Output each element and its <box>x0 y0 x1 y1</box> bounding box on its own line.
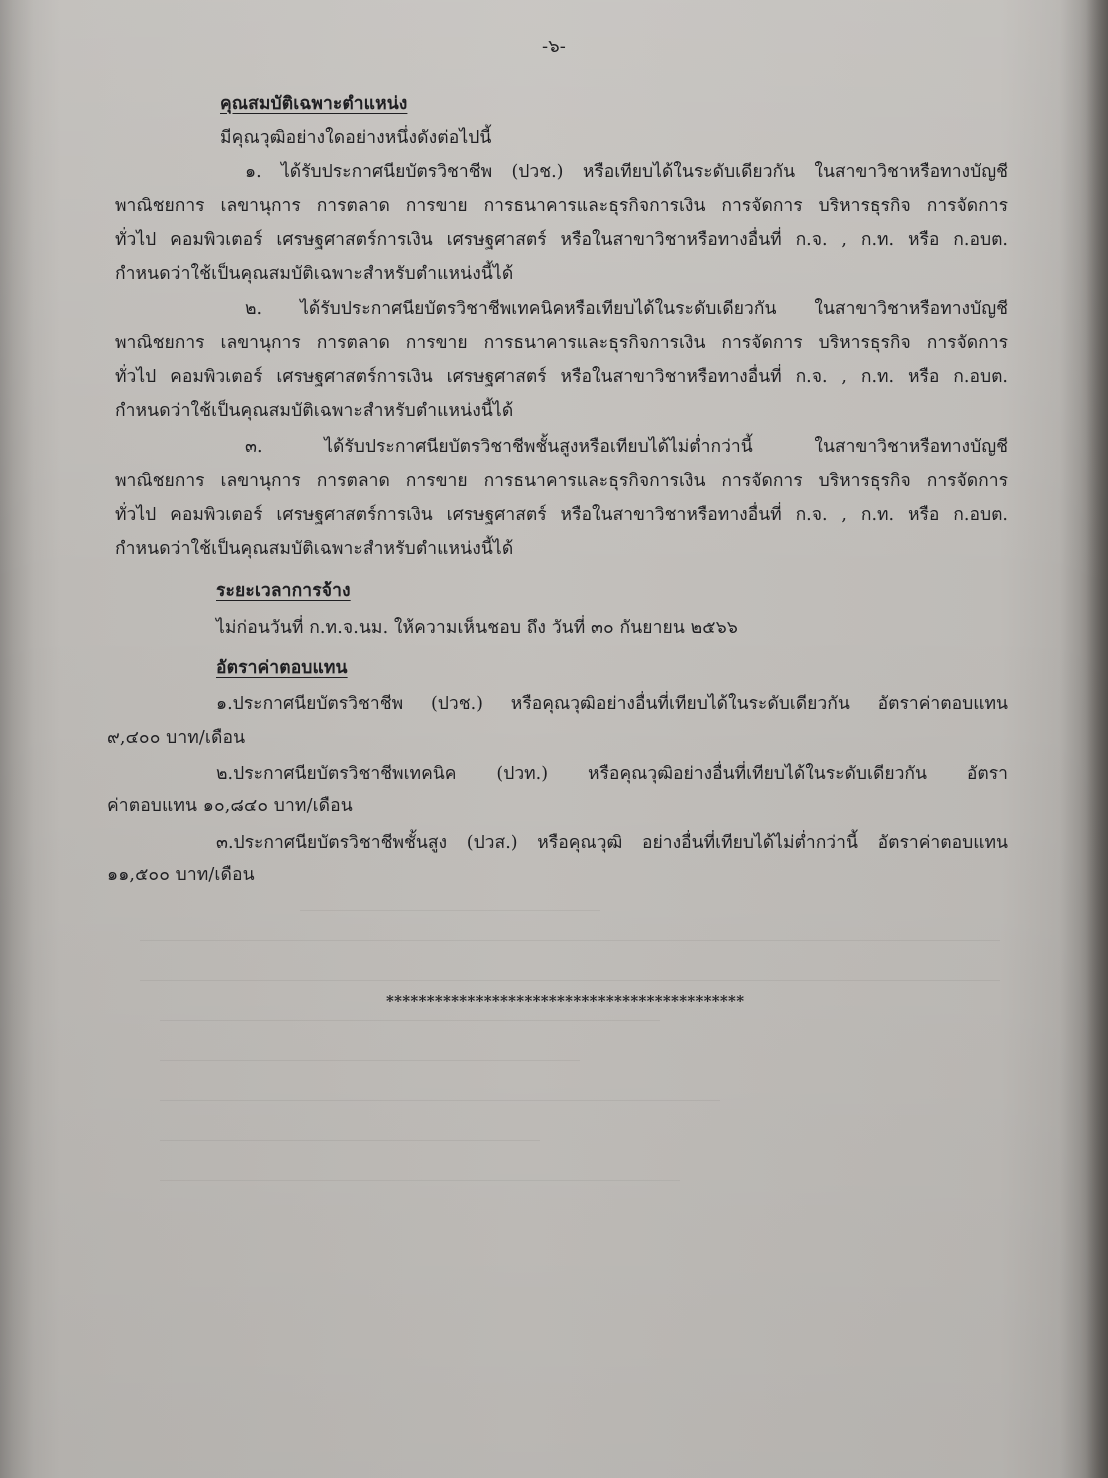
bleed-through-texture <box>120 900 1020 1240</box>
qualification-1-line-4: กำหนดว่าใช้เป็นคุณสมบัติเฉพาะสำหรับตำแหน่งนี้ได้ <box>115 264 514 284</box>
qualification-2-line-1: ๒. ได้รับประกาศนียบัตรวิชาชีพเทคนิคหรือเทียบได้ในระดับเดียวกัน ในสาขาวิชาหรือทางบัญชี <box>245 299 1008 319</box>
qualification-2-line-2: พาณิชยการ เลขานุการ การตลาด การขาย การธนาคารและธุรกิจการเงิน การจัดการ บริหารธุรกิจ การจัดการ <box>115 333 1008 353</box>
compensation-1-line-1: ๑.ประกาศนียบัตรวิชาชีพ (ปวช.) หรือคุณวุฒิอย่างอื่นที่เทียบได้ในระดับเดียวกัน อัตราค่าตอบแทน <box>216 694 1008 714</box>
qualifications-intro: มีคุณวุฒิอย่างใดอย่างหนึ่งดังต่อไปนี้ <box>220 128 492 148</box>
qualification-3-line-4: กำหนดว่าใช้เป็นคุณสมบัติเฉพาะสำหรับตำแหน่งนี้ได้ <box>115 539 514 559</box>
qualification-3-line-3: ทั่วไป คอมพิวเตอร์ เศรษฐศาสตร์การเงิน เศรษฐศาสตร์ หรือในสาขาวิชาหรือทางอื่นที่ ก.จ. , ก.ท. หรือ ก.อบต. <box>115 505 1008 525</box>
compensation-2-line-1: ๒.ประกาศนียบัตรวิชาชีพเทคนิค (ปวท.) หรือคุณวุฒิอย่างอื่นที่เทียบได้ในระดับเดียวกัน อัตรา <box>216 764 1008 784</box>
qualification-2-line-3: ทั่วไป คอมพิวเตอร์ เศรษฐศาสตร์การเงิน เศรษฐศาสตร์ หรือในสาขาวิชาหรือทางอื่นที่ ก.จ. , ก.ท. หรือ ก.อบต. <box>115 367 1008 387</box>
compensation-heading: อัตราค่าตอบแทน <box>216 658 348 678</box>
qualifications-heading: คุณสมบัติเฉพาะตำแหน่ง <box>220 94 408 114</box>
qualification-2-line-4: กำหนดว่าใช้เป็นคุณสมบัติเฉพาะสำหรับตำแหน่งนี้ได้ <box>115 401 514 421</box>
qualification-3-line-1: ๓. ได้รับประกาศนียบัตรวิชาชีพชั้นสูงหรือเทียบได้ไม่ต่ำกว่านี้ ในสาขาวิชาหรือทางบัญชี <box>245 437 1008 457</box>
page-number: -๖- <box>542 36 566 57</box>
qualification-1-line-2: พาณิชยการ เลขานุการ การตลาด การขาย การธนาคารและธุรกิจการเงิน การจัดการ บริหารธุรกิจ การจัดการ <box>115 196 1008 216</box>
compensation-3-line-2: ๑๑,๕๐๐ บาท/เดือน <box>107 865 255 885</box>
qualification-1-line-3: ทั่วไป คอมพิวเตอร์ เศรษฐศาสตร์การเงิน เศรษฐศาสตร์ หรือในสาขาวิชาหรือทางอื่นที่ ก.จ. , ก.ท. หรือ ก.อบต. <box>115 230 1008 250</box>
end-of-section-marker: ******************************************** <box>386 992 745 1010</box>
compensation-1-line-2: ๙,๔๐๐ บาท/เดือน <box>107 728 246 748</box>
compensation-3-line-1: ๓.ประกาศนียบัตรวิชาชีพชั้นสูง (ปวส.) หรือคุณวุฒิ อย่างอื่นที่เทียบได้ไม่ต่ำกว่านี้ อัตราค่าตอบแทน <box>216 833 1008 853</box>
employment-period-heading: ระยะเวลาการจ้าง <box>216 581 351 601</box>
qualification-3-line-2: พาณิชยการ เลขานุการ การตลาด การขาย การธนาคารและธุรกิจการเงิน การจัดการ บริหารธุรกิจ การจัดการ <box>115 471 1008 491</box>
page-edge-shadow <box>1086 0 1108 1478</box>
employment-period-text: ไม่ก่อนวันที่ ก.ท.จ.นม. ให้ความเห็นชอบ ถึง วันที่ ๓๐ กันยายน ๒๕๖๖ <box>216 618 739 638</box>
compensation-2-line-2: ค่าตอบแทน ๑๐,๘๔๐ บาท/เดือน <box>107 796 353 816</box>
qualification-1-line-1: ๑. ได้รับประกาศนียบัตรวิชาชีพ (ปวช.) หรือเทียบได้ในระดับเดียวกัน ในสาขาวิชาหรือทางบัญชี <box>245 162 1008 182</box>
